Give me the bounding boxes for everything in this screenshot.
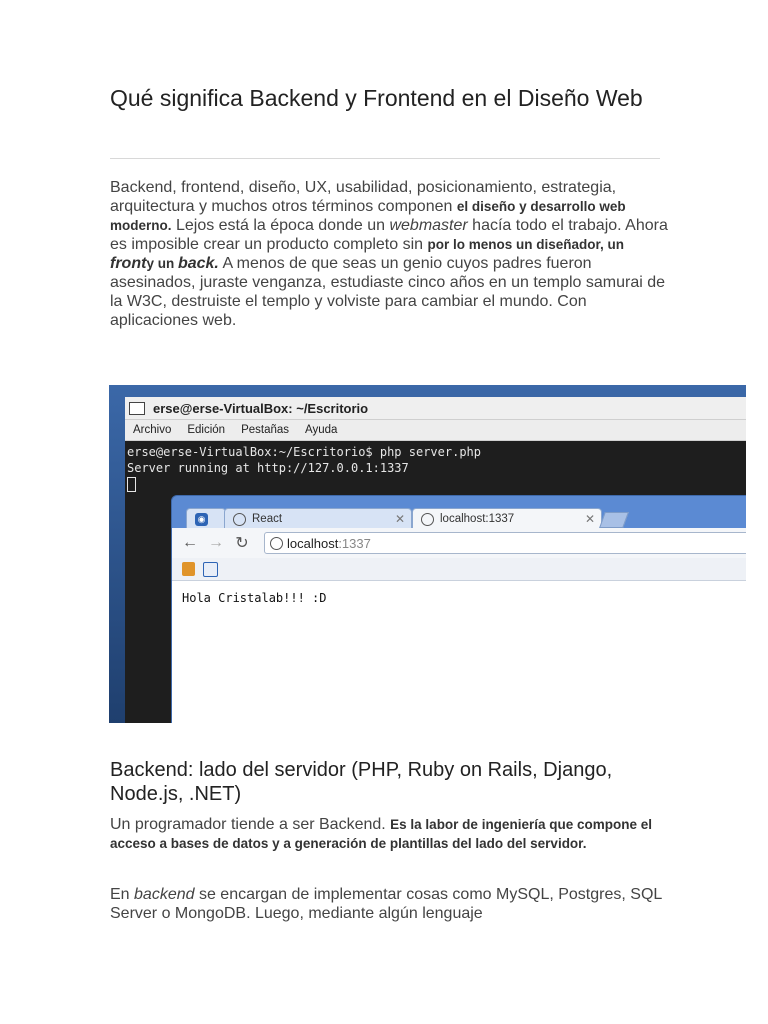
- browser-tab-pinned: [186, 508, 226, 529]
- extension-icon: [182, 562, 195, 576]
- browser-tab-localhost: [412, 508, 602, 529]
- terminal-titlebar: [125, 397, 746, 420]
- screenshot-image: [109, 385, 746, 723]
- backend-paragraph: Un programador tiende a ser Backend. Es la labor de ingeniería que compone el acceso a bases de datos y a generación de plantillas del lado del servidor.: [110, 816, 652, 851]
- browser-navbar: [172, 528, 746, 558]
- globe-icon: [233, 513, 246, 526]
- terminal-title: erse@erse-VirtualBox: ~/Escritorio: [153, 400, 369, 416]
- reload-icon: ↻: [235, 535, 249, 552]
- url-port: :1337: [338, 535, 371, 551]
- forward-arrow-icon: →: [208, 534, 224, 551]
- extension-icon: [203, 562, 218, 577]
- terminal-menu-edicion: Edición: [187, 424, 226, 436]
- close-icon: ✕: [584, 512, 595, 526]
- browser-tab-label: localhost:1337: [440, 513, 515, 525]
- browser-tab-react: [224, 508, 412, 529]
- section-heading: Backend: lado del servidor (PHP, Ruby on Rails, Django, Node.js, .NET): [110, 759, 613, 805]
- browser-content: [172, 581, 746, 723]
- terminal-line: erse@erse-VirtualBox:~/Escritorio$ php server.php: [127, 445, 482, 459]
- site-icon: ◉: [195, 513, 208, 526]
- browser-tabstrip: [172, 496, 746, 528]
- terminal-icon: [129, 402, 145, 415]
- address-bar: [264, 532, 746, 554]
- intro-paragraph: Backend, frontend, diseño, UX, usabilidad, posicionamiento, estrategia, arquitectura y muchos otros términos componen el diseño y desarrollo web moderno. Lejos está la época donde un webmaster hacía todo el trabajo. Ahora es imposible crear un producto completo sin por lo menos un diseñador, un fronty un back. A menos de que seas un genio cuyos padres fueron asesinados, juraste venganza, estudiaste cinco años en un templo samurai de la W3C, destruiste el templo y volviste para cambiar el mundo. Con aplicaciones web.: [110, 179, 668, 329]
- extensions-bar: [172, 558, 746, 581]
- terminal-menu-pestanas: Pestañas: [241, 424, 290, 436]
- terminal-cursor: [127, 477, 136, 492]
- terminal-output: [125, 441, 746, 495]
- globe-icon: [421, 513, 434, 526]
- backend-details-paragraph: En backend se encargan de implementar cosas como MySQL, Postgres, SQL Server o MongoDB. Luego, mediante algún lenguaje: [110, 886, 662, 922]
- terminal-menubar: [125, 420, 746, 441]
- url-host: localhost: [287, 535, 339, 551]
- title-divider: [110, 158, 660, 159]
- back-arrow-icon: ←: [182, 534, 198, 551]
- terminal-menu-archivo: Archivo: [133, 424, 172, 436]
- new-tab-icon: [599, 512, 629, 528]
- terminal-menu-ayuda: Ayuda: [305, 424, 338, 436]
- close-icon: ✕: [394, 512, 405, 526]
- browser-tab-label: React: [252, 513, 283, 525]
- page-output-text: Hola Cristalab!!! :D: [182, 591, 327, 605]
- page-title: Qué significa Backend y Frontend en el Diseño Web: [110, 85, 643, 111]
- browser-window: [171, 495, 746, 723]
- terminal-line: Server running at http://127.0.0.1:1337: [127, 461, 409, 475]
- globe-icon: [270, 537, 283, 550]
